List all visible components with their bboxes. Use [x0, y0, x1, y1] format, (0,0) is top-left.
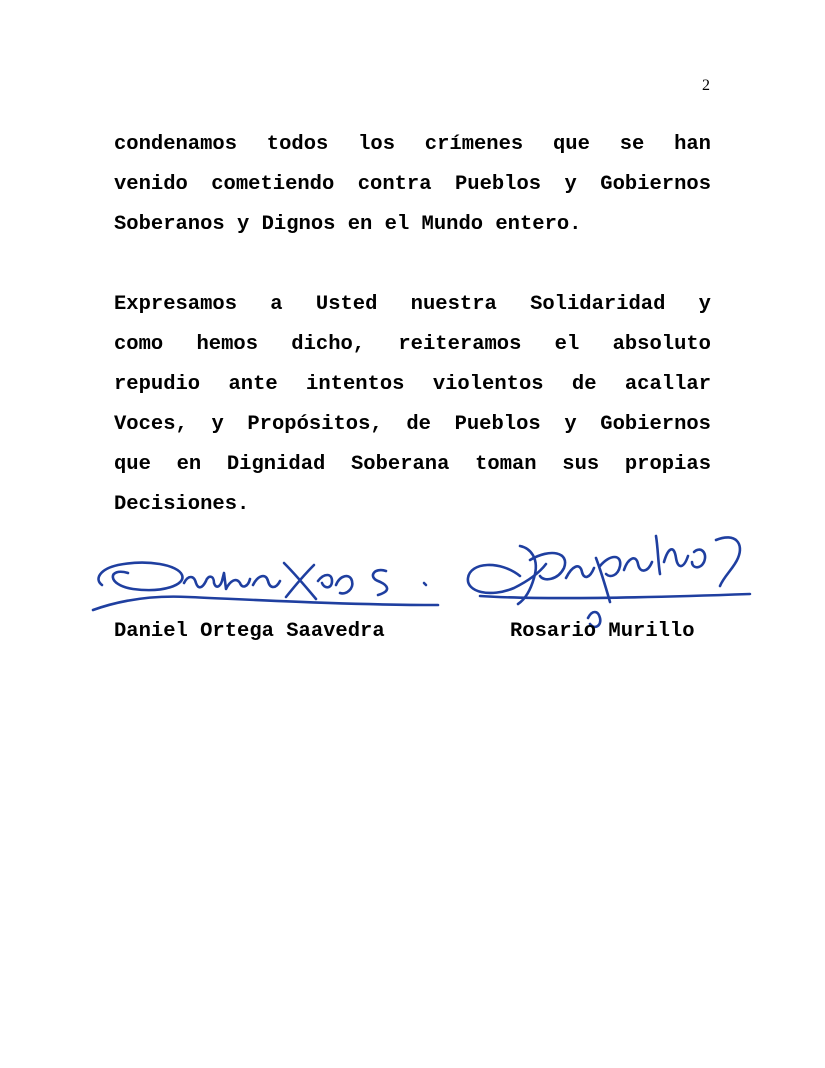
paragraph-2-line-1: Expresamos a Usted nuestra Solidaridad y: [114, 293, 711, 316]
paragraph-1-line-1: condenamos todos los crímenes que se han: [114, 133, 711, 156]
paragraph-1-line-2: venido cometiendo contra Pueblos y Gobiernos: [114, 173, 711, 196]
paragraph-2-line-2: como hemos dicho, reiteramos el absoluto: [114, 333, 711, 356]
signer-name-rosario-murillo: Rosario Murillo: [510, 620, 695, 643]
paragraph-2-line-3: repudio ante intentos violentos de acallar: [114, 373, 711, 396]
signature-daniel-ortega: [88, 545, 448, 620]
paragraph-2-line-6: Decisiones.: [114, 493, 250, 516]
paragraph-2-line-5: que en Dignidad Soberana toman sus propias: [114, 453, 711, 476]
page-number: 2: [702, 77, 710, 94]
paragraph-1-line-3: Soberanos y Dignos en el Mundo entero.: [114, 213, 582, 236]
paragraph-2-line-4: Voces, y Propósitos, de Pueblos y Gobiernos: [114, 413, 711, 436]
signer-name-daniel-ortega: Daniel Ortega Saavedra: [114, 620, 385, 643]
